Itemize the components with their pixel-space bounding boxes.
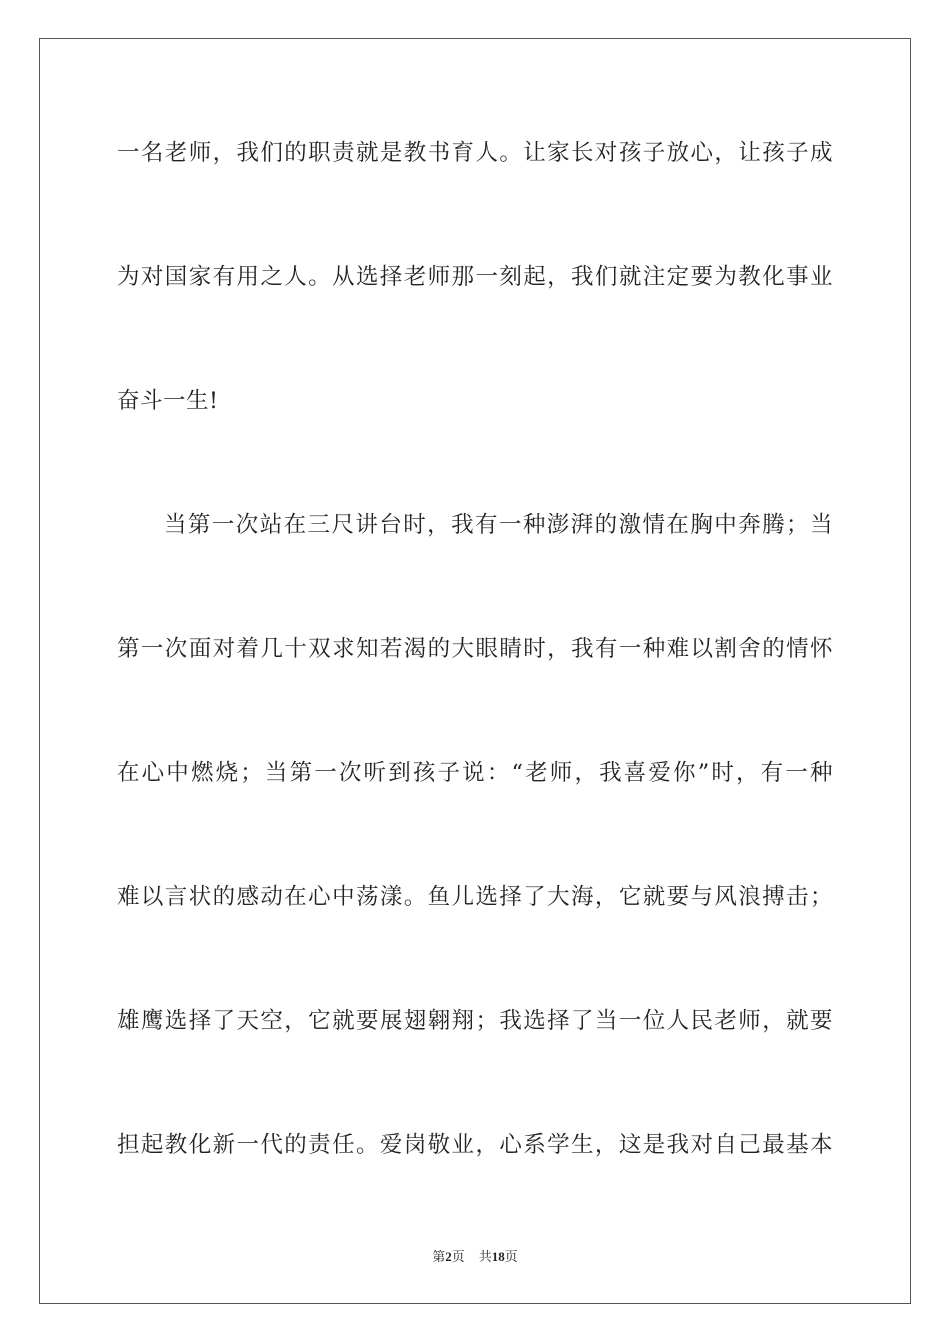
footer-page-suffix: 页 — [451, 1249, 465, 1264]
body-text-line: 在心中燃烧；当第一次听到孩子说：“老师，我喜爱你”时，有一种 — [117, 760, 833, 786]
body-text-line: 为对国家有用之人。从选择老师那一刻起，我们就注定要为教化事业 — [117, 264, 833, 290]
footer-page-prefix: 第 — [432, 1249, 446, 1264]
body-text-line: 雄鹰选择了天空，它就要展翅翱翔；我选择了当一位人民老师，就要 — [117, 1008, 833, 1034]
page-footer — [0, 1248, 950, 1266]
footer-total-suffix: 页 — [504, 1249, 518, 1264]
footer-total-pages: 18 — [491, 1249, 505, 1264]
footer-page-number: 2 — [445, 1249, 452, 1264]
body-text-line: 一名老师，我们的职责就是教书育人。让家长对孩子放心，让孩子成 — [117, 140, 833, 166]
footer-total-prefix: 共 — [478, 1249, 492, 1264]
body-text-line: 当第一次站在三尺讲台时，我有一种澎湃的激情在胸中奔腾；当 — [164, 512, 833, 538]
body-text-line: 第一次面对着几十双求知若渴的大眼睛时，我有一种难以割舍的情怀 — [117, 636, 833, 662]
body-text-line: 难以言状的感动在心中荡漾。鱼儿选择了大海，它就要与风浪搏击； — [117, 884, 833, 910]
page-frame — [39, 38, 911, 1304]
body-text-line: 奋斗一生! — [117, 388, 219, 414]
body-text-line: 担起教化新一代的责任。爱岗敬业，心系学生，这是我对自己最基本 — [117, 1132, 833, 1158]
